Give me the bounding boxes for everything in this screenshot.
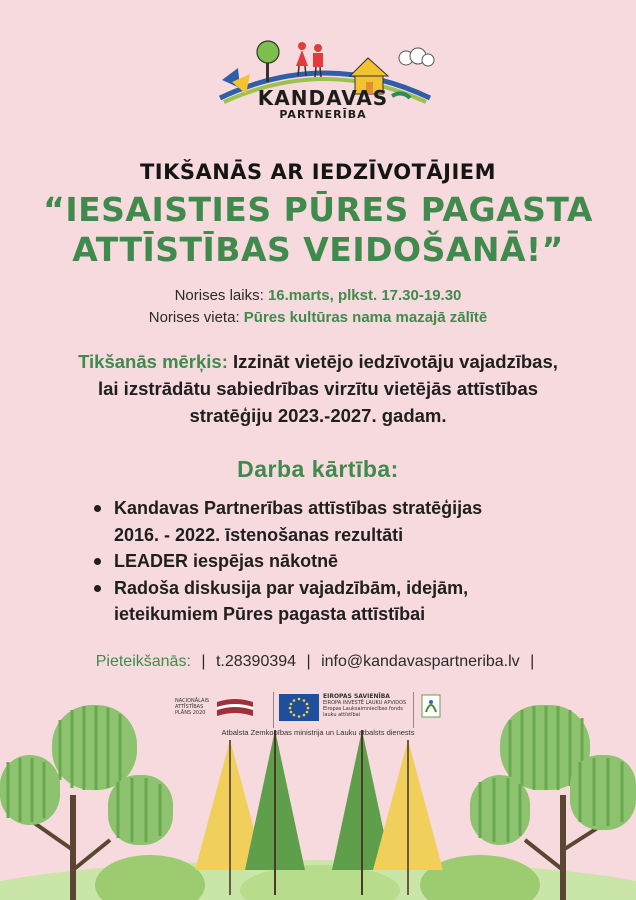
contact-label: Pieteikšanās:: [95, 653, 191, 670]
list-item: [92, 575, 562, 628]
event-place-value: Pūres kultūras nama mazajā zālītē: [243, 309, 488, 326]
agenda-title: Darba kārtība:: [237, 456, 399, 482]
goal-label: Tikšanās mērķis:: [78, 351, 228, 372]
separator: |: [530, 653, 535, 670]
latvia-flag-icon: [215, 698, 255, 720]
eu-flag-icon: [279, 694, 319, 721]
list-item: [92, 495, 562, 548]
event-title-line1: “IESAISTIES PŪRES PAGASTA: [43, 190, 593, 229]
event-place-label: Norises vieta:: [148, 309, 240, 326]
contact-email[interactable]: info@kandavaspartneriba.lv: [321, 653, 520, 670]
event-time-label: Norises laiks:: [174, 287, 264, 304]
agenda-item-1-line2: 2016. - 2022. īstenošanas rezultāti: [114, 524, 404, 545]
logo-subtitle: PARTNERĪBA: [279, 108, 367, 121]
eu-logo-text: EIROPAS SAVIENĪBA EIROPA INVESTĒ LAUKU APVIDOS Eiropas Lauksaimniecības fonds lauku attīstībai: [323, 693, 407, 718]
separator: |: [201, 653, 206, 670]
event-subtitle: TIKŠANĀS AR IEDZĪVOTĀJIEM: [139, 160, 497, 184]
logo-name: KANDAVAS: [257, 86, 389, 110]
list-item: [92, 548, 562, 575]
meeting-goal: [40, 348, 596, 429]
event-info: [0, 285, 636, 329]
goal-line1: Izzināt vietējo iedzīvotāju vajadzības,: [233, 351, 558, 372]
goal-line2: lai izstrādātu sabiedrības virzītu vietējās attīstības: [97, 378, 539, 399]
event-time-value: 16.marts, plkst. 17.30-19.30: [267, 287, 462, 304]
agenda-item-3-line2: ieteikumiem Pūres pagasta attīstībai: [114, 604, 426, 624]
agenda-item-2-line1: LEADER iespējas nākotnē: [114, 551, 339, 571]
divider: [273, 692, 274, 728]
leader-logo-icon: [421, 694, 441, 718]
support-text: Atbalsta Zemkopības ministrija un Lauku atbalsts dienests: [221, 728, 415, 737]
divider: [413, 692, 414, 728]
event-title-line2: ATTĪSTĪBAS VEIDOŠANĀ!”: [72, 230, 564, 269]
contact-line: [0, 653, 636, 671]
agenda-item-1-line1: Kandavas Partnerības attīstības stratēģijas: [114, 498, 483, 518]
goal-line3: stratēģiju 2023.-2027. gadam.: [189, 405, 447, 426]
event-title: [0, 190, 636, 270]
event-place: [0, 307, 636, 329]
separator: |: [306, 653, 311, 670]
contact-phone[interactable]: t.28390394: [215, 653, 297, 670]
event-time: [0, 285, 636, 307]
agenda-item-3-line1: Radoša diskusija par vajadzībām, idejām,: [114, 577, 469, 598]
nap-logo-text: NACIONĀLAIS ATTĪSTĪBAS PLĀNS 2020: [175, 698, 210, 716]
agenda-list: [92, 495, 562, 628]
